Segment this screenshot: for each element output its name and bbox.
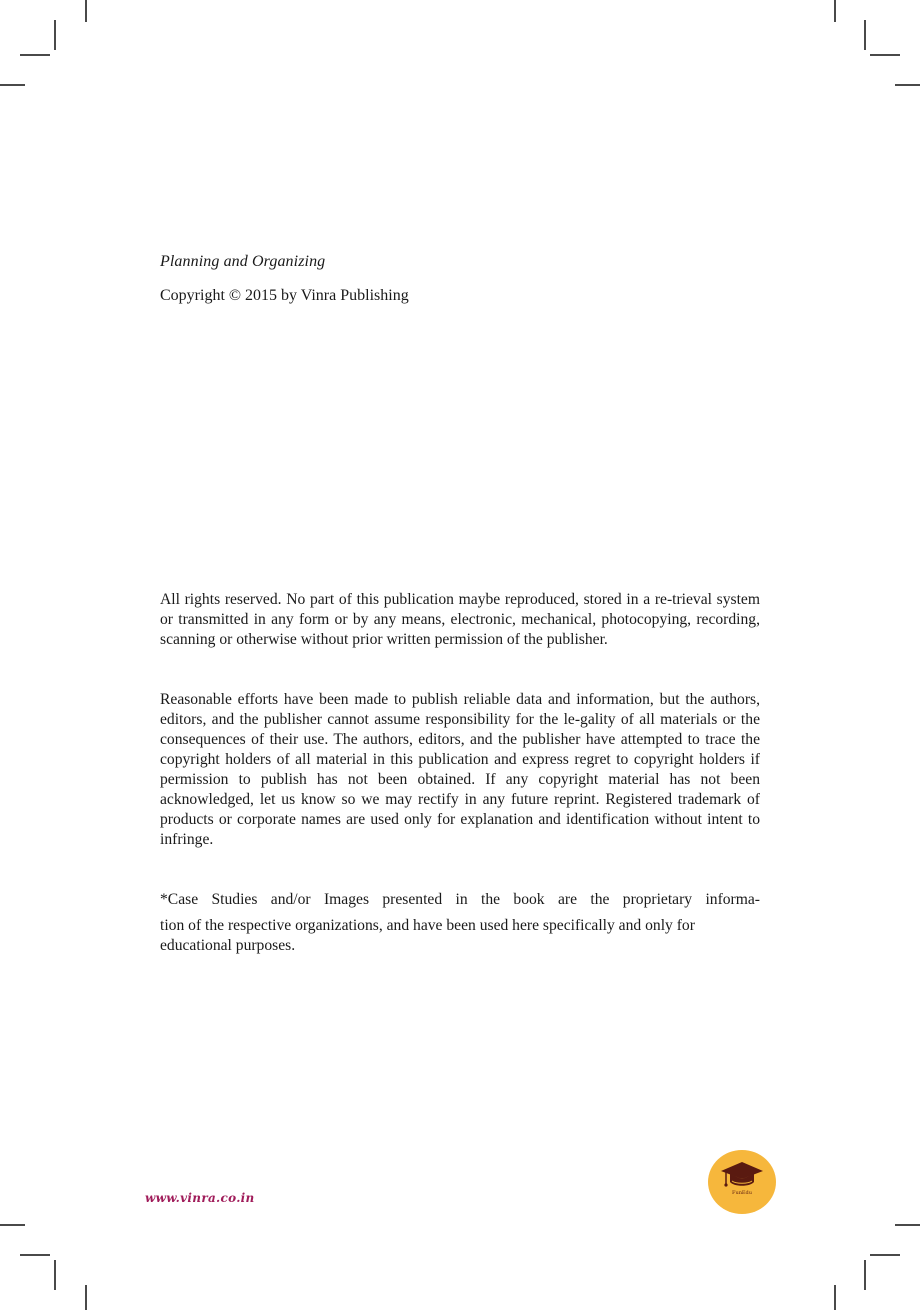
book-title: Planning and Organizing [160,253,326,270]
crop-mark [0,84,25,86]
logo-text: FunEdu [732,1190,752,1196]
graduation-cap-icon [720,1160,764,1192]
crop-mark [0,1224,25,1226]
rights-paragraph: All rights reserved. No part of this publication maybe reproduced, stored in a re-trieval system or transmitted in any form or by any means, electronic, mechanical, photocopying, recording, scanning or otherwise without prior written permission of the publisher. [160,591,760,648]
copyright-line: Copyright © 2015 by Vinra Publishing [160,287,409,304]
crop-mark [20,1254,50,1256]
disclaimer-paragraph: Reasonable efforts have been made to publish reliable data and information, but the authors, editors, and the publisher cannot assume responsibility for the le-gality of all materials or the consequences of their use. The authors, editors, and the publisher have attempted to trace the copyright holders of all material in this publication and express regret to copyright holders if permission to publish has not been obtained. If any copyright material has not been acknowledged, let us know so we may rectify in any future reprint. Registered trademark of products or corporate names are used only for explanation and identification without intent to infringe. [160,691,760,848]
crop-mark [895,1224,920,1226]
case-studies-line-1: *Case Studies and/or Images presented in the book are the proprietary informa- [160,891,760,908]
crop-mark [870,1254,900,1256]
case-studies-paragraph [160,890,760,956]
case-studies-rest: tion of the respective organizations, and have been used here specifically and only for educational purposes. [160,917,695,954]
crop-mark [85,0,87,22]
website-link[interactable]: www.vinra.co.in [145,1191,255,1205]
crop-mark [85,1285,87,1310]
crop-mark [834,0,836,22]
crop-mark [864,20,866,50]
crop-mark [20,54,50,56]
crop-mark [870,54,900,56]
crop-mark [834,1285,836,1310]
crop-mark [54,20,56,50]
crop-mark [54,1260,56,1290]
crop-mark [864,1260,866,1290]
publisher-logo [708,1150,776,1214]
crop-mark [895,84,920,86]
